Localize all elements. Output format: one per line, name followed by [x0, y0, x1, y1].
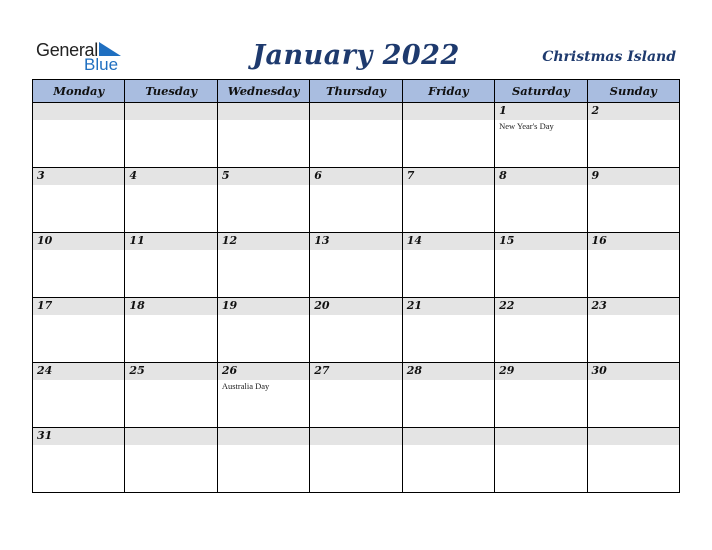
weekday-header-row — [33, 80, 680, 103]
day-cell — [125, 168, 217, 233]
day-number-band — [495, 298, 586, 315]
day-number-band — [495, 168, 586, 185]
day-number-band — [310, 233, 401, 250]
day-number-band — [33, 298, 124, 315]
day-cell — [217, 168, 309, 233]
day-cell — [587, 428, 679, 493]
day-cell — [495, 103, 587, 168]
day-number: 22 — [499, 299, 515, 312]
day-number-band — [125, 298, 216, 315]
day-cell — [402, 233, 494, 298]
day-cell — [495, 233, 587, 298]
day-number-band — [218, 298, 309, 315]
day-number-band — [310, 168, 401, 185]
day-cell — [495, 428, 587, 493]
day-number-band — [310, 363, 401, 380]
day-cell — [310, 168, 402, 233]
day-cell — [217, 428, 309, 493]
weekday-monday: Monday — [33, 80, 125, 103]
day-number-band — [125, 428, 216, 445]
day-number: 6 — [314, 169, 322, 182]
day-number-band — [218, 428, 309, 445]
day-number: 18 — [129, 299, 145, 312]
day-number-band — [125, 168, 216, 185]
day-number-band — [403, 298, 494, 315]
day-number-band — [125, 363, 216, 380]
week-row — [33, 363, 680, 428]
holiday-label: Australia Day — [221, 381, 270, 391]
page-title: January 2022 — [252, 40, 460, 71]
logo-word-general: General — [36, 40, 98, 60]
day-number-band — [310, 298, 401, 315]
day-number: 7 — [406, 169, 415, 182]
day-number-band — [33, 233, 124, 250]
day-number: 15 — [499, 234, 515, 247]
day-number: 3 — [37, 169, 45, 182]
day-number-band — [218, 103, 309, 120]
day-cell — [587, 363, 679, 428]
day-number-band — [588, 233, 679, 250]
region-label: Christmas Island — [542, 49, 676, 65]
day-number-band — [403, 103, 494, 120]
day-number: 20 — [314, 299, 330, 312]
day-cell — [587, 298, 679, 363]
week-row — [33, 298, 680, 363]
day-number-band — [218, 363, 309, 380]
day-number: 8 — [499, 169, 507, 182]
week-row — [33, 168, 680, 233]
day-number: 23 — [591, 299, 607, 312]
day-number-band — [495, 428, 586, 445]
day-number: 1 — [499, 104, 507, 117]
day-number-band — [310, 428, 401, 445]
day-cell — [217, 298, 309, 363]
day-number: 14 — [406, 234, 422, 247]
day-number: 24 — [37, 364, 53, 377]
day-number: 12 — [221, 234, 238, 247]
weekday-tuesday: Tuesday — [125, 80, 217, 103]
day-number-band — [403, 428, 494, 445]
day-cell — [495, 168, 587, 233]
day-cell — [495, 363, 587, 428]
day-cell — [125, 363, 217, 428]
week-row — [33, 428, 680, 493]
day-cell — [402, 363, 494, 428]
day-cell — [33, 168, 125, 233]
day-number-band — [588, 103, 679, 120]
day-number-band — [588, 168, 679, 185]
holiday-label: New Year's Day — [499, 121, 554, 131]
weekday-saturday: Saturday — [495, 80, 587, 103]
day-cell — [33, 103, 125, 168]
day-cell — [217, 363, 309, 428]
day-number-band — [588, 428, 679, 445]
day-number: 16 — [591, 234, 607, 247]
day-number: 9 — [591, 169, 600, 182]
day-cell — [125, 233, 217, 298]
day-cell — [217, 103, 309, 168]
day-number-band — [403, 233, 494, 250]
calendar-body — [33, 103, 680, 493]
day-cell — [402, 103, 494, 168]
day-number-band — [310, 103, 401, 120]
day-cell — [310, 428, 402, 493]
day-number-band — [218, 168, 309, 185]
day-number: 13 — [314, 234, 330, 247]
day-number-band — [33, 428, 124, 445]
day-cell — [33, 233, 125, 298]
day-number: 11 — [129, 234, 145, 247]
day-number: 10 — [37, 234, 53, 247]
week-row — [33, 233, 680, 298]
weekday-friday: Friday — [402, 80, 494, 103]
day-cell — [310, 103, 402, 168]
day-number: 30 — [591, 364, 607, 377]
day-cell — [587, 233, 679, 298]
day-cell — [402, 298, 494, 363]
day-number-band — [403, 168, 494, 185]
day-number: 17 — [37, 299, 53, 312]
day-number: 29 — [499, 364, 515, 377]
day-cell — [217, 233, 309, 298]
day-cell — [587, 103, 679, 168]
day-cell — [402, 428, 494, 493]
weekday-wednesday: Wednesday — [217, 80, 309, 103]
day-number-band — [125, 233, 216, 250]
day-cell — [33, 428, 125, 493]
day-cell — [33, 363, 125, 428]
day-cell — [310, 298, 402, 363]
day-number-band — [33, 168, 124, 185]
day-number-band — [588, 298, 679, 315]
weekday-sunday: Sunday — [587, 80, 679, 103]
day-number-band — [218, 233, 309, 250]
calendar — [32, 79, 680, 493]
day-cell — [33, 298, 125, 363]
day-number-band — [403, 363, 494, 380]
day-number-band — [125, 103, 216, 120]
weekday-thursday: Thursday — [310, 80, 402, 103]
day-number-band — [33, 363, 124, 380]
day-number-band — [495, 103, 586, 120]
calendar-grid — [32, 79, 680, 493]
day-number: 27 — [314, 364, 330, 377]
week-row — [33, 103, 680, 168]
day-number: 26 — [221, 364, 238, 377]
day-cell — [587, 168, 679, 233]
day-number-band — [588, 363, 679, 380]
logo-word-blue: Blue — [84, 55, 119, 74]
day-cell — [310, 363, 402, 428]
day-number-band — [33, 103, 124, 120]
day-number: 5 — [221, 169, 230, 182]
day-number: 2 — [591, 104, 600, 117]
day-cell — [402, 168, 494, 233]
day-number-band — [495, 233, 586, 250]
day-number: 25 — [129, 364, 145, 377]
day-cell — [125, 428, 217, 493]
day-cell — [310, 233, 402, 298]
day-cell — [125, 103, 217, 168]
day-number: 21 — [406, 299, 422, 312]
day-number: 4 — [129, 169, 138, 182]
day-number-band — [495, 363, 586, 380]
day-number: 19 — [221, 299, 238, 312]
day-number: 31 — [37, 429, 53, 442]
day-cell — [125, 298, 217, 363]
day-cell — [495, 298, 587, 363]
day-number: 28 — [406, 364, 422, 377]
